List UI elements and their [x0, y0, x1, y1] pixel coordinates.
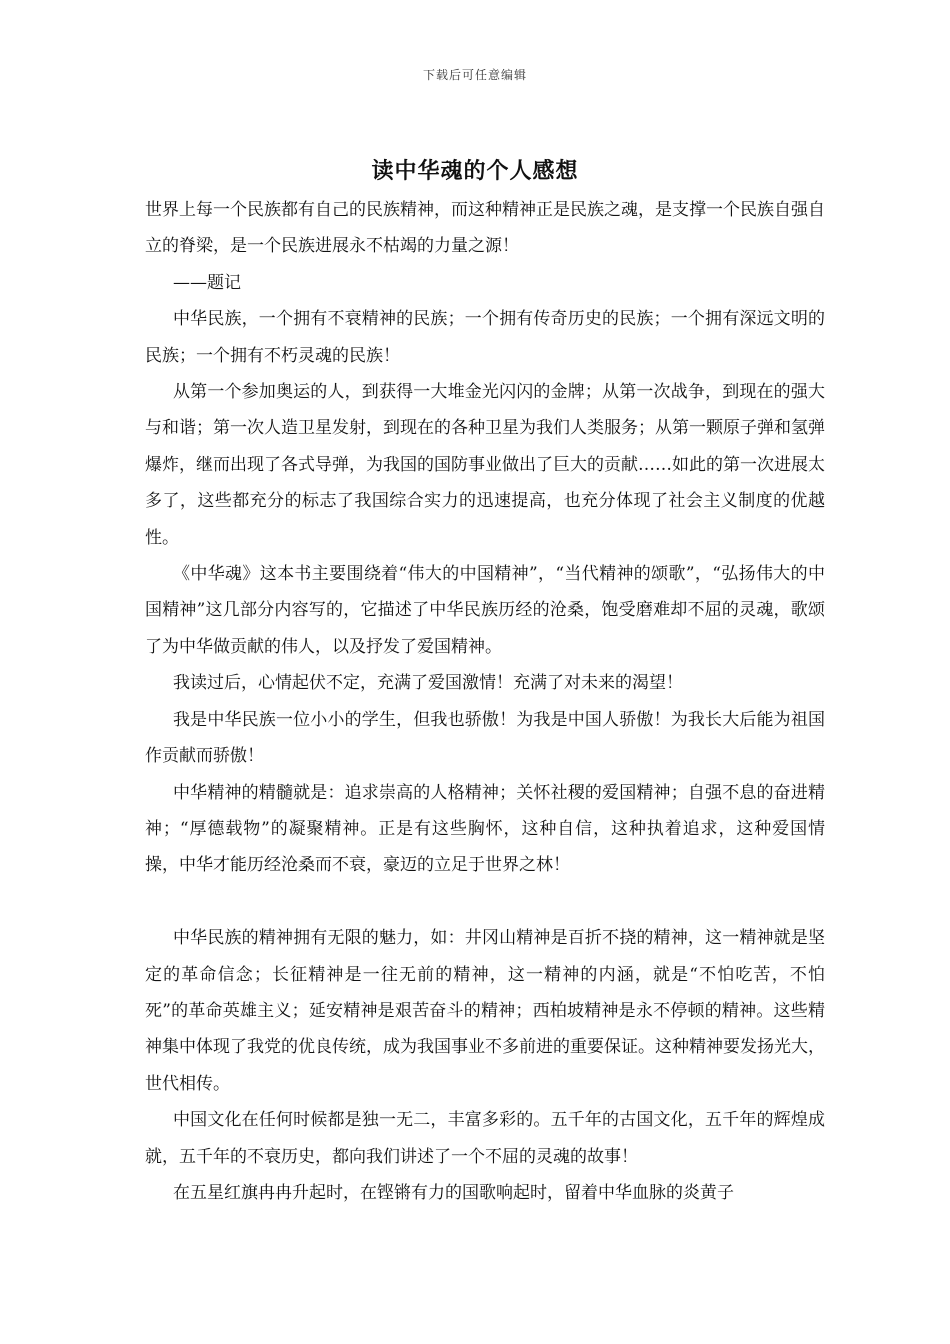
paragraph-intro: 世界上每一个民族都有自己的民族精神，而这种精神正是民族之魂，是支撑一个民族自强自立的脊梁，是一个民族进展永不枯竭的力量之源！	[145, 200, 825, 257]
paragraph-epigraph: ——题记	[173, 272, 241, 293]
paragraph: 在五星红旗冉冉升起时，在铿锵有力的国歌响起时，留着中华血脉的炎黄子	[173, 1182, 734, 1203]
blank-line	[145, 884, 825, 920]
document-title: 读中华魂的个人感想	[371, 158, 579, 184]
paragraph: 我是中华民族一位小小的学生，但我也骄傲！为我是中国人骄傲！为我长大后能为祖国作贡献而骄傲！	[145, 709, 825, 767]
paragraph: 中华民族的精神拥有无限的魅力，如：井冈山精神是百折不挠的精神，这一精神就是坚定的革命信念；长征精神是一往无前的精神，这一精神的内涵，就是“不怕吃苦，不怕死”的革命英雄主义；延安精神是艰苦奋斗的精神；西柏坡精神是永不停顿的精神。这些精神集中体现了我党的优良传统，成为我国事业不多前进的重要保证。这种精神要发扬光大，世代相传。	[145, 928, 825, 1094]
paragraph: 我读过后，心情起伏不定，充满了爱国激情！充满了对未来的渴望！	[173, 673, 683, 694]
header-note: 下载后可任意编辑	[422, 68, 527, 82]
paragraph: 从第一个参加奥运的人，到获得一大堆金光闪闪的金牌；从第一次战争，到现在的强大与和谐；第一次人造卫星发射，到现在的各种卫星为我们人类服务；从第一颗原子弹和氢弹爆炸，继而出现了各式导弹，为我国的国防事业做出了巨大的贡献……如此的第一次进展太多了，这些都充分的标志了我国综合实力的迅速提高，也充分体现了社会主义制度的优越性。	[145, 382, 825, 548]
paragraph: 中华精神的精髓就是：追求崇高的人格精神；关怀社稷的爱国精神；自强不息的奋进精神；“厚德载物”的凝聚精神。正是有这些胸怀，这种自信，这种执着追求，这种爱国情操，中华才能历经沧桑而不衰，豪迈的立足于世界之林！	[145, 782, 825, 876]
paragraph: 《中华魂》这本书主要围绕着“伟大的中国精神”，“当代精神的颂歌”，“弘扬伟大的中国精神”这几部分内容写的，它描述了中华民族历经的沧桑，饱受磨难却不屈的灵魂，歌颂了为中华做贡献的伟人，以及抒发了爱国精神。	[145, 564, 825, 657]
paragraph: 中国文化在任何时候都是独一无二，丰富多彩的。五千年的古国文化，五千年的辉煌成就，五千年的不衰历史，都向我们讲述了一个不屈的灵魂的故事！	[145, 1110, 825, 1167]
document-body	[145, 192, 825, 1211]
paragraph: 中华民族，一个拥有不衰精神的民族；一个拥有传奇历史的民族；一个拥有深远文明的民族；一个拥有不朽灵魂的民族！	[145, 309, 825, 366]
